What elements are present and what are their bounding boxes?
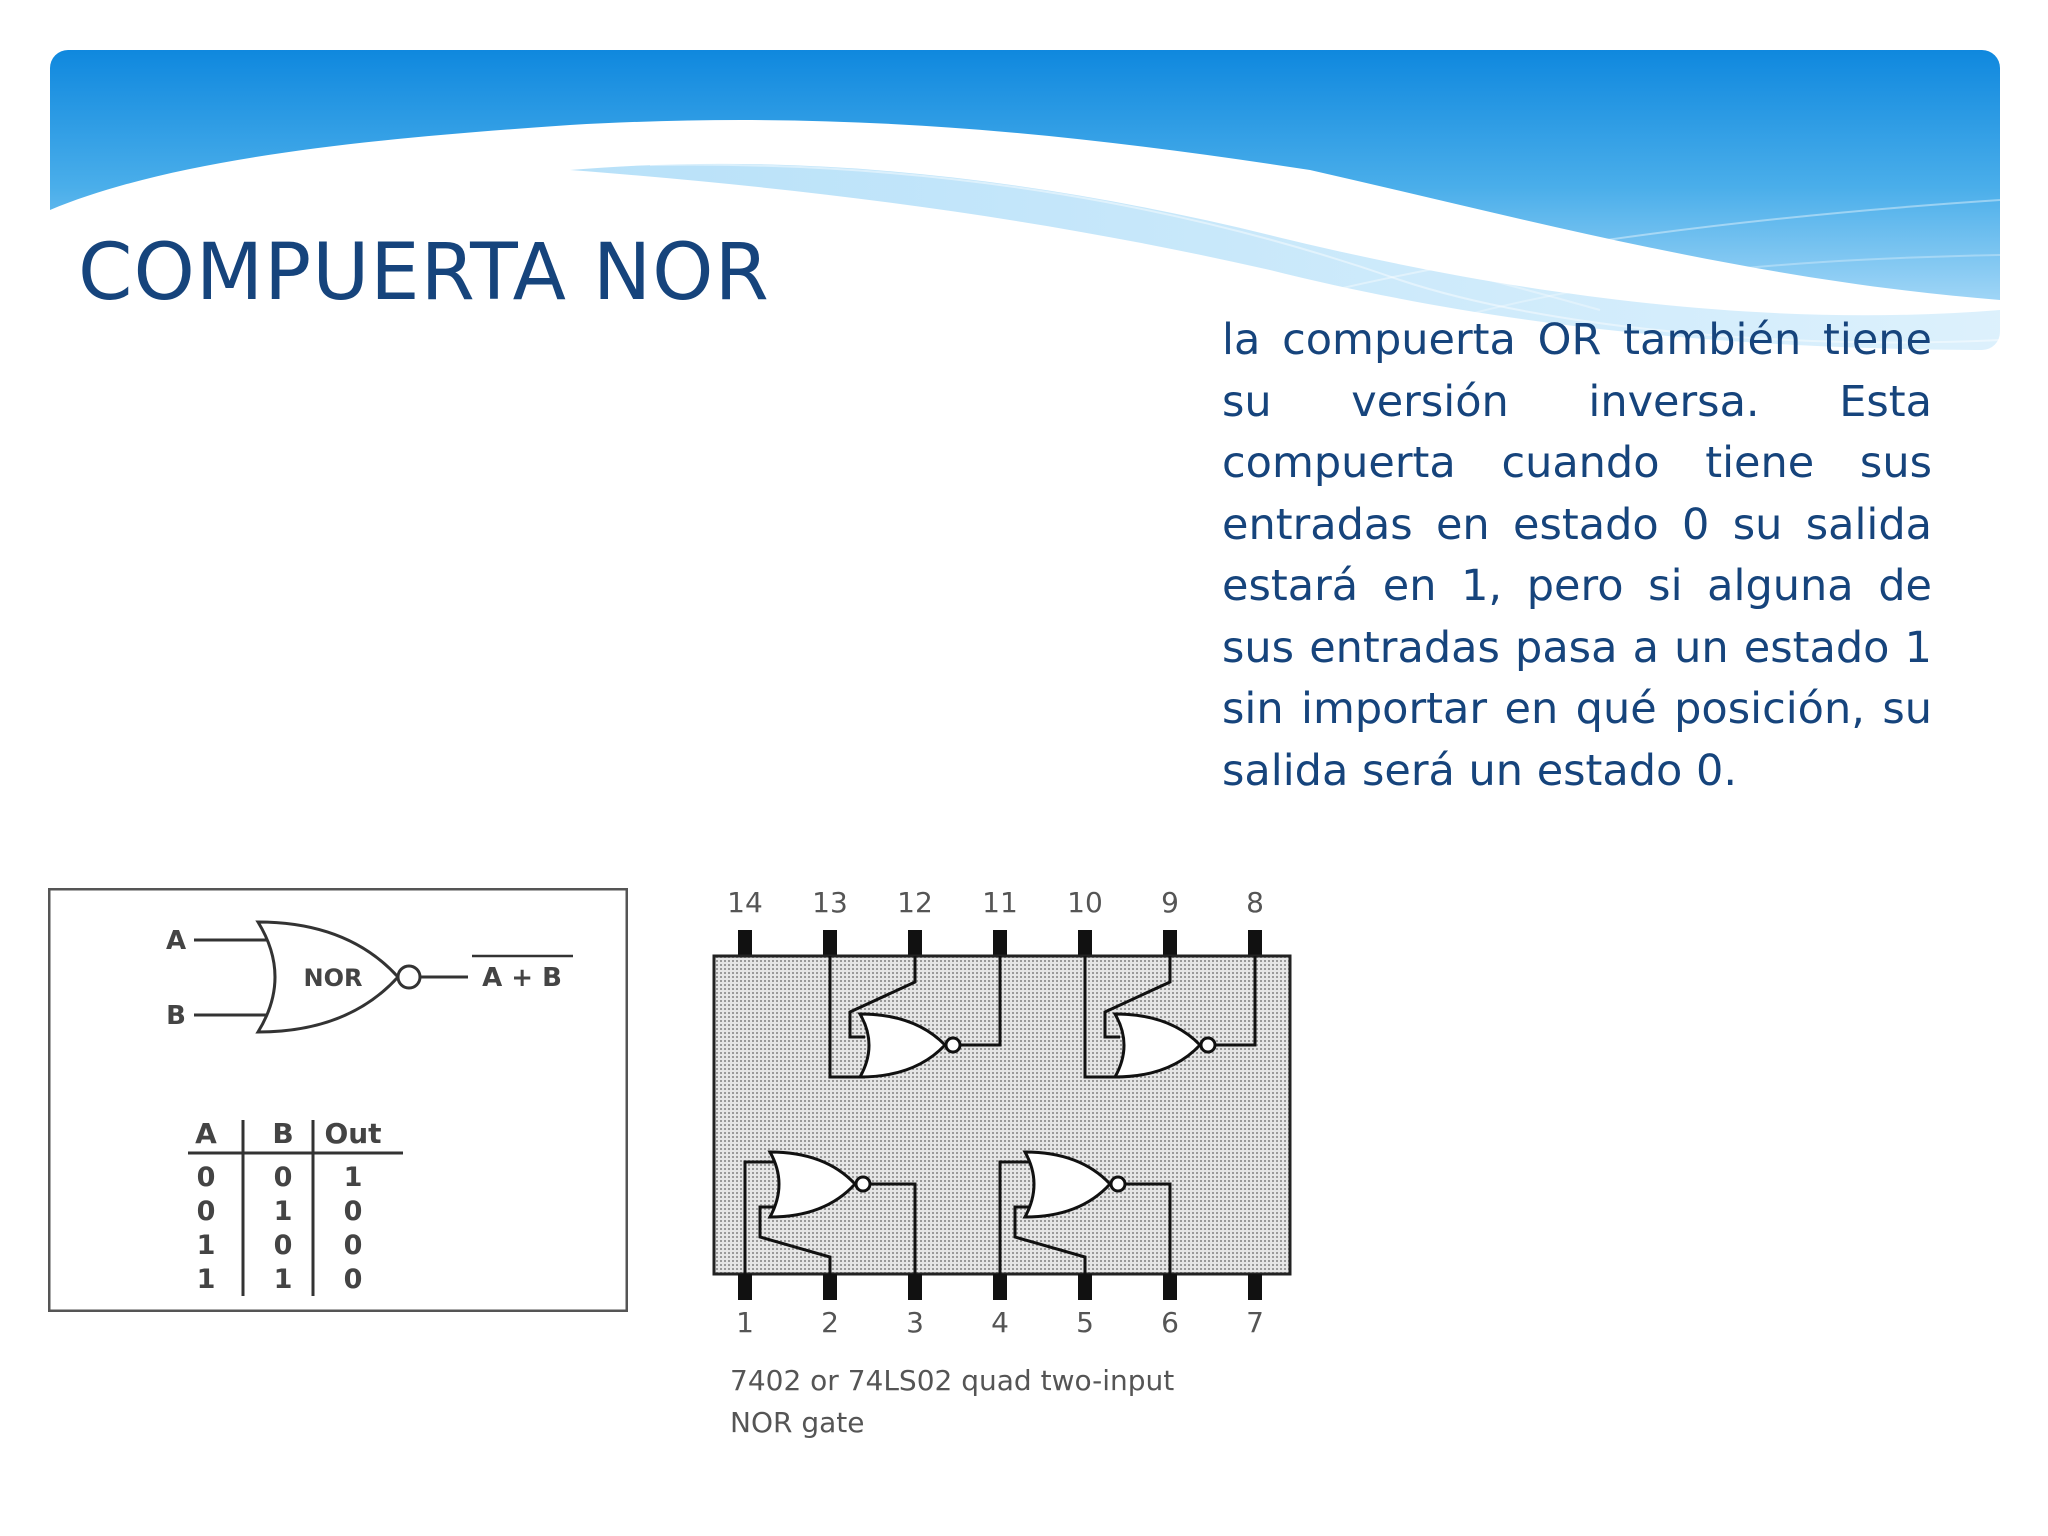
input-a-label: A [165, 926, 187, 956]
tt-cell: 1 [196, 1230, 216, 1261]
nor-gate-figure [48, 888, 628, 1312]
pin-label-14: 14 [727, 886, 763, 919]
inversion-bubble [398, 966, 420, 988]
tt-cell: 0 [273, 1162, 293, 1193]
pin-label-9: 9 [1161, 886, 1179, 919]
gate-label: NOR [303, 964, 363, 992]
input-b-label: B [166, 1001, 186, 1031]
tt-cell: 0 [343, 1196, 363, 1227]
pin-label-6: 6 [1161, 1306, 1179, 1339]
tt-cell: 0 [343, 1264, 363, 1295]
output-label: A + B [482, 963, 562, 993]
tt-header-out: Out [324, 1117, 382, 1150]
top-pins [738, 930, 1262, 956]
pin-label-10: 10 [1067, 886, 1103, 919]
pin-label-8: 8 [1246, 886, 1264, 919]
ic-7402-pinout-figure [700, 872, 1340, 1452]
tt-cell: 0 [273, 1230, 293, 1261]
tt-cell: 1 [273, 1264, 293, 1295]
tt-cell: 0 [196, 1196, 216, 1227]
pin-label-4: 4 [991, 1306, 1009, 1339]
bottom-pins [738, 1274, 1262, 1300]
tt-cell: 1 [273, 1196, 293, 1227]
chip-caption-line-1: 7402 or 74LS02 quad two-input [730, 1364, 1175, 1397]
tt-cell: 0 [343, 1230, 363, 1261]
pin-label-1: 1 [736, 1306, 754, 1339]
slide-title: COMPUERTA NOR [78, 228, 770, 318]
tt-cell: 0 [196, 1162, 216, 1193]
tt-cell: 1 [343, 1162, 363, 1193]
pin-label-11: 11 [982, 886, 1018, 919]
chip-caption-line-2: NOR gate [730, 1406, 865, 1439]
pin-label-3: 3 [906, 1306, 924, 1339]
pin-label-2: 2 [821, 1306, 839, 1339]
pin-label-7: 7 [1246, 1306, 1264, 1339]
tt-cell: 1 [196, 1264, 216, 1295]
tt-header-b: B [272, 1117, 294, 1150]
tt-header-a: A [195, 1117, 217, 1150]
slide-body-text: la compuerta OR también tiene su versión inversa. Esta compuerta cuando tiene sus entradas en estado 0 su salida estará en 1, pero si alguna de sus entradas pasa a un estado 1 sin importar en qué posición, su salida será un estado 0. [1222, 315, 1932, 796]
pin-label-13: 13 [812, 886, 848, 919]
ic-chip-body [714, 956, 1290, 1274]
pin-label-5: 5 [1076, 1306, 1094, 1339]
pin-label-12: 12 [897, 886, 933, 919]
